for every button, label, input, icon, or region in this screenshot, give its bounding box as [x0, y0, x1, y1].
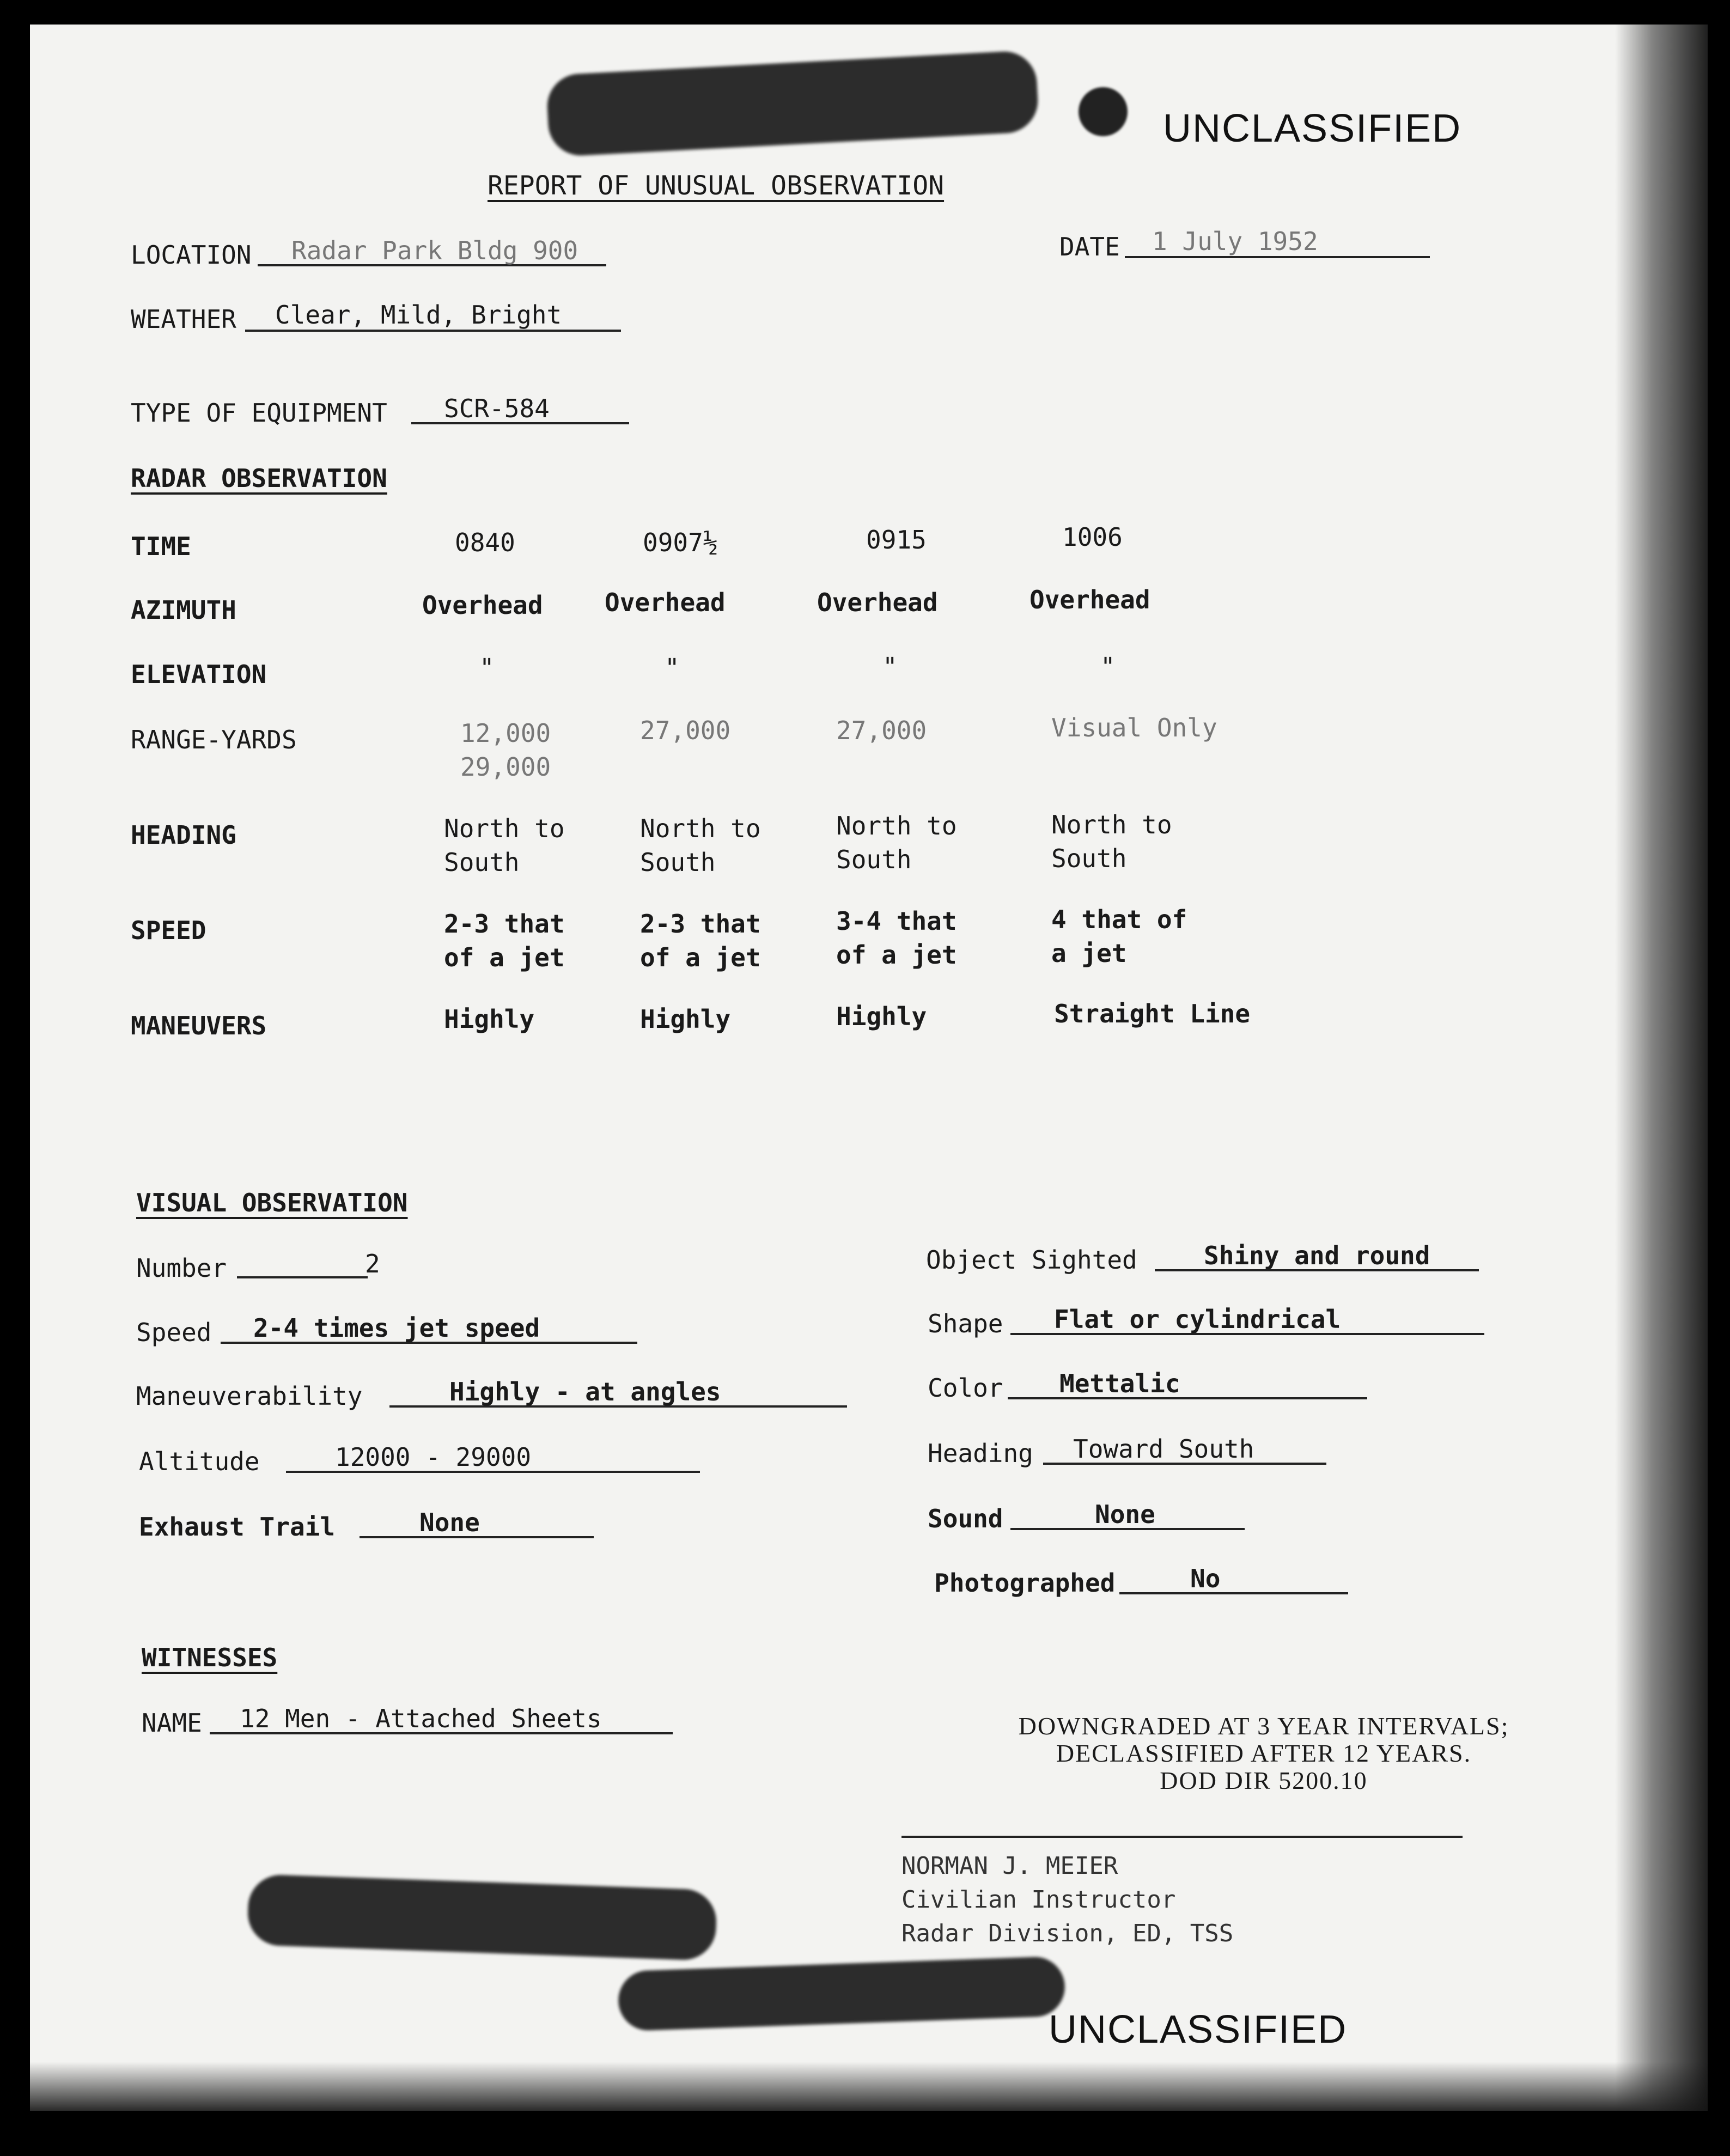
- declass-line-2: DECLASSIFIED AFTER 12 YEARS.: [1056, 1739, 1472, 1767]
- witnesses-section-title: WITNESSES: [142, 1643, 278, 1672]
- redaction-top: [546, 50, 1040, 157]
- redaction-bottom-left: [247, 1874, 717, 1961]
- col4-elevation: ": [1100, 652, 1116, 681]
- row-label-maneuvers: MANEUVERS: [131, 1011, 267, 1040]
- col1-maneuvers: Highly: [444, 1004, 535, 1034]
- col2-maneuvers: Highly: [640, 1004, 731, 1034]
- col2-heading: North to South: [640, 814, 761, 878]
- visual-shape-label: Shape: [928, 1309, 1003, 1338]
- signature-title: Civilian Instructor: [901, 1886, 1176, 1914]
- redaction-bottom-right: [617, 1956, 1065, 2032]
- visual-maneuverability-label: Maneuverability: [136, 1381, 363, 1411]
- col4-range: Visual Only: [1051, 713, 1217, 742]
- visual-photographed-value: No: [1190, 1564, 1221, 1593]
- col3-speed: 3-4 that of a jet: [836, 906, 957, 970]
- classification-stamp-top: UNCLASSIFIED: [1163, 107, 1462, 150]
- row-label-azimuth: AZIMUTH: [131, 595, 236, 625]
- radar-section-title: RADAR OBSERVATION: [131, 464, 387, 493]
- declass-line-1: DOWNGRADED AT 3 YEAR INTERVALS;: [1018, 1712, 1509, 1740]
- location-value: Radar Park Bldg 900: [291, 236, 578, 265]
- col3-maneuvers: Highly: [836, 1002, 927, 1031]
- location-label: LOCATION: [131, 240, 252, 270]
- date-value: 1 July 1952: [1152, 227, 1318, 256]
- signature-line: [901, 1836, 1463, 1838]
- col1-heading: North to South: [444, 814, 565, 878]
- row-label-range: RANGE-YARDS: [131, 725, 297, 754]
- declass-line-3: DOD DIR 5200.10: [1160, 1767, 1368, 1794]
- visual-section-title: VISUAL OBSERVATION: [136, 1188, 408, 1217]
- visual-exhaust-value: None: [419, 1508, 480, 1537]
- col3-azimuth: Overhead: [817, 588, 938, 617]
- visual-altitude-value: 12000 - 29000: [335, 1442, 532, 1472]
- equipment-label: TYPE OF EQUIPMENT: [131, 398, 387, 428]
- col2-elevation: ": [665, 653, 680, 683]
- col3-elevation: ": [882, 652, 898, 681]
- col1-range: 12,000 29,000: [460, 718, 551, 782]
- signature-name: NORMAN J. MEIER: [901, 1852, 1118, 1880]
- col2-time: 0907½: [643, 528, 718, 557]
- row-label-time: TIME: [131, 532, 191, 561]
- visual-photographed-line: [1119, 1592, 1348, 1594]
- col2-speed: 2-3 that of a jet: [640, 909, 761, 973]
- col3-time: 0915: [866, 525, 927, 555]
- witnesses-name-label: NAME: [142, 1708, 202, 1738]
- col4-maneuvers: Straight Line: [1054, 999, 1251, 1028]
- col1-time: 0840: [455, 528, 515, 557]
- scan-shadow: [30, 2062, 1708, 2111]
- col4-azimuth: Overhead: [1030, 585, 1150, 614]
- col3-range: 27,000: [836, 716, 927, 745]
- equipment-value: SCR-584: [444, 394, 550, 423]
- weather-label: WEATHER: [131, 304, 236, 334]
- col2-range: 27,000: [640, 716, 731, 745]
- col1-speed: 2-3 that of a jet: [444, 909, 565, 973]
- classification-stamp-bottom: UNCLASSIFIED: [1049, 2008, 1348, 2051]
- visual-exhaust-label: Exhaust Trail: [139, 1512, 336, 1542]
- col4-speed: 4 that of a jet: [1051, 905, 1187, 969]
- row-label-speed: SPEED: [131, 916, 206, 945]
- visual-photographed-label: Photographed: [934, 1568, 1116, 1598]
- visual-number-line: [237, 1276, 368, 1278]
- row-label-heading: HEADING: [131, 820, 236, 850]
- visual-heading-label: Heading: [928, 1439, 1033, 1468]
- weather-value: Clear, Mild, Bright: [275, 300, 562, 330]
- visual-shape-value: Flat or cylindrical: [1054, 1305, 1341, 1334]
- visual-object-value: Shiny and round: [1204, 1241, 1430, 1270]
- visual-sound-value: None: [1095, 1500, 1155, 1529]
- visual-color-label: Color: [928, 1373, 1003, 1403]
- visual-sound-label: Sound: [928, 1504, 1003, 1533]
- col3-heading: North to South: [836, 811, 957, 875]
- visual-number-label: Number: [136, 1253, 227, 1283]
- weather-line: [245, 330, 621, 332]
- visual-speed-value: 2-4 times jet speed: [253, 1313, 540, 1343]
- col1-azimuth: Overhead: [422, 590, 543, 620]
- visual-speed-label: Speed: [136, 1318, 212, 1347]
- document-page: [30, 25, 1708, 2111]
- signature-unit: Radar Division, ED, TSS: [901, 1920, 1234, 1947]
- row-label-elevation: ELEVATION: [131, 660, 267, 689]
- visual-number-value: 2: [365, 1249, 380, 1278]
- date-line: [1125, 256, 1430, 258]
- witnesses-name-value: 12 Men - Attached Sheets: [240, 1704, 602, 1733]
- visual-maneuverability-value: Highly - at angles: [449, 1377, 721, 1406]
- date-label: DATE: [1059, 232, 1120, 261]
- visual-heading-value: Toward South: [1073, 1434, 1254, 1464]
- col2-azimuth: Overhead: [605, 588, 726, 617]
- col4-time: 1006: [1062, 522, 1123, 552]
- col1-elevation: ": [479, 653, 495, 683]
- visual-object-label: Object Sighted: [926, 1245, 1137, 1275]
- col4-heading: North to South: [1051, 810, 1172, 874]
- punch-hole: [1079, 87, 1128, 136]
- visual-altitude-label: Altitude: [139, 1447, 260, 1476]
- report-title: REPORT OF UNUSUAL OBSERVATION: [488, 170, 945, 201]
- visual-color-value: Mettalic: [1059, 1369, 1180, 1398]
